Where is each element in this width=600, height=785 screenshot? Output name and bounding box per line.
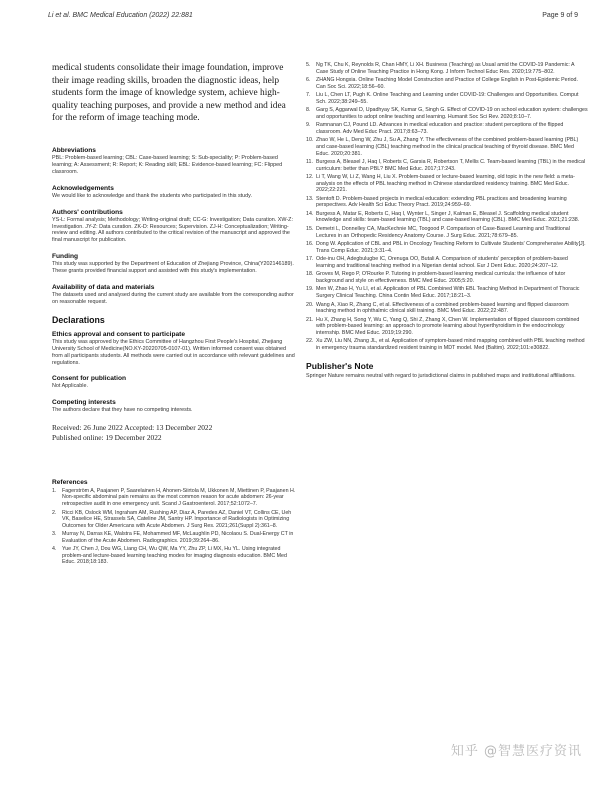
publication-dates bbox=[52, 423, 296, 443]
reference-number: 8. bbox=[306, 107, 311, 114]
reference-item bbox=[306, 271, 588, 284]
reference-text: Burgess A, Matar E, Roberts C, Haq I, Wynter L, Singer J, Kalman E, Bleasel J. Scaffolding medical student knowledge and skills: team-based learning (TBL) and case-based learning (CBL). BMC Med Educ. 2021;21:238. bbox=[316, 210, 580, 224]
reference-text: Dong W. Application of CBL and PBL in Oncology Teaching Reform to Cultivate Students' Comprehensive Ability[J]. Trans Comp Educ. 2021;3:31–4. bbox=[316, 241, 586, 254]
reference-text: Ode-inu OH, Adegbulugbe IC, Orenuga OO, Butali A. Comparison of students' perception of problem-based learning and traditional teaching method in a Nigerian dental school. Eur J Dent Educ. 2020;24:207–12. bbox=[316, 256, 568, 269]
reference-number: 5. bbox=[306, 62, 311, 68]
abbreviations-text: PBL: Problem-based learning; CBL: Case-based learning; S: Sub-speciality; P: Problem-based learning; A: Assessment; R: Report; K: Reading skill; EBL: Evidence-based learning; FC: Flipped classroom. bbox=[52, 154, 283, 175]
reference-item bbox=[52, 531, 296, 544]
consent-text: Not Applicable. bbox=[52, 383, 88, 390]
reference-number: 12. bbox=[306, 174, 314, 181]
body-paragraph: medical students consolidate their image foundation, improve their image reading skills, broaden the diagnostic ideas, help students form the image of knowledge system, achieve high-quality teaching purposes, and provide a new method and idea for the reform of image teaching mode. bbox=[52, 63, 286, 124]
published-date: Published online: 19 December 2022 bbox=[52, 433, 162, 443]
reference-item bbox=[306, 196, 588, 209]
reference-text: Zhao W, He L, Deng W, Zhu J, Su A, Zhang Y. The effectiveness of the combined problem-based learning (PBL) and case-based learning (CBL) teaching method in the clinical practical teaching of thyroid disease. BMC Med Educ. 2020;20:381. bbox=[316, 137, 579, 157]
reference-text: Groves M, Rego P, O'Rourke P. Tutoring in problem-based learning medical curricula: the influence of tutor background and style on effectiveness. BMC Med Educ. 2005;5:20. bbox=[316, 271, 566, 284]
reference-text: Liu L, Chen LT, Pugh K. Online Teaching and Learning under COVID-19: Challenges and Opportunities. Comput Sch. 2022;38:249–55. bbox=[316, 92, 579, 105]
ethics-heading: Ethics approval and consent to participate bbox=[52, 330, 186, 338]
reference-item bbox=[52, 510, 296, 530]
reference-item bbox=[306, 122, 588, 135]
reference-number: 18. bbox=[306, 271, 314, 278]
reference-number: 16. bbox=[306, 241, 314, 248]
reference-text: ZHANG Hongxia. Online Teaching Model Construction and Practice of College English in Post-Epidemic Period. Can Soc Sci. 2022;18:56–60. bbox=[316, 77, 578, 90]
reference-number: 3. bbox=[52, 531, 57, 538]
reference-text: Men W, Zhao H, Yu LI, et al. Application of PBL Combined With EBL Teaching Method in Department of Thoracic Surgery Clinical Teaching. China Contin Med Educ. 2017;18:21–3. bbox=[316, 286, 580, 299]
contributions-text: YS-L: Formal analysis; Methodology; Writing-original draft; CC-G: Investigation; Data curation. XW-Z: Investigation. JY-Z: Data curation. ZK-D: Resources; Supervision. ZJ-H: Conceptualization; Writing-review and editing. All authors contributed to the critical revision of the manuscript and approved the final manuscript for publication. bbox=[52, 216, 293, 244]
reference-item bbox=[306, 226, 588, 239]
reference-item bbox=[306, 241, 588, 254]
reference-item bbox=[306, 107, 588, 120]
acknowledgements-text: We would like to acknowledge and thank the students who participated in this study. bbox=[52, 192, 252, 199]
reference-text: Yue JY, Chen J, Dou WG, Liang CH, Wu QW, Ma YY, Zhu ZP, Li MX, Hu YL. Using integrated problem-and lecture-based learning teaching modes for imaging diagnosis education. BMC Med Educ. 2018;18:183. bbox=[62, 546, 287, 566]
reference-text: Murray N, Darras KE, Walstra FE, Mohammed MF, McLaughlin PD, Nicolaou S. Dual-Energy CT in Evaluation of the Acute Abdomen. Radiographics. 2019;39:264–86. bbox=[62, 531, 294, 544]
reference-number: 2. bbox=[52, 509, 57, 516]
references-list-left bbox=[52, 488, 296, 566]
reference-item bbox=[52, 488, 296, 508]
abbreviations-heading: Abbreviations bbox=[52, 146, 96, 154]
reference-item bbox=[306, 256, 588, 269]
consent-heading: Consent for publication bbox=[52, 375, 126, 383]
reference-number: 11. bbox=[306, 159, 313, 166]
journal-citation: Li et al. BMC Medical Education (2022) 22:881 bbox=[48, 12, 193, 19]
reference-number: 19. bbox=[306, 286, 314, 293]
reference-item bbox=[306, 62, 588, 75]
reference-text: Ramnanan CJ, Pound LD. Advances in medical education and practice: student perceptions of the flipped classroom. Adv Med Educ Pract. 2017;8:63–73. bbox=[316, 122, 564, 135]
reference-text: Hu X, Zhang H, Song Y, Wu C, Yang Q, Shi Z, Zhang X, Chen W. Implementation of flipped classroom combined with problem-based learning: an approach to promote learning about hyperthyroidism in the endocrinology internship. BMC Med Educ. 2019;19:290. bbox=[316, 316, 580, 336]
reference-item bbox=[306, 211, 588, 224]
reference-number: 13. bbox=[306, 195, 314, 202]
reference-text: Stentoft D. Problem-based projects in medical education: extending PBL practices and broadening learning perspectives. Adv Health Sci Educ Theory Pract. 2019;24:959–69. bbox=[316, 195, 567, 209]
right-column bbox=[306, 62, 588, 380]
reference-text: Xu ZW, Liu NN, Zhang JL, et al. Application of symptom-based mind mapping combined with PBL teaching method in emergency trauma standardized resident training in MDT model. Med (Baltim). 2022;101:e30822. bbox=[316, 338, 585, 351]
reference-item bbox=[306, 174, 588, 194]
reference-item bbox=[306, 77, 588, 90]
reference-number: 17. bbox=[306, 256, 314, 263]
reference-text: Garg S, Aggarwal D, Upadhyay SK, Kumar G, Singh G. Effect of COVID-19 on school education system: challenges and opportunities to adopt online teaching and learning. Humanit Soc Sci Rev. 2020;8:10–7. bbox=[316, 107, 588, 120]
reference-item bbox=[306, 302, 588, 315]
reference-item bbox=[306, 137, 588, 157]
reference-number: 9. bbox=[306, 122, 311, 129]
reference-number: 10. bbox=[306, 137, 314, 144]
reference-text: Demetri L, Donnelley CA, MacKechnie MC, Toogood P. Comparison of Case-Based Learning and Traditional Lectures in an Orthopedic Residency Anatomy Course. J Surg Educ. 2021;78:679–85. bbox=[316, 226, 570, 239]
reference-text: Wang A, Xiao R, Zhang C, et al. Effectiveness of a combined problem-based learning and flipped classroom teaching method in ophthalmic clinical skill training. BMC Med Educ. 2022;22:487. bbox=[316, 301, 569, 315]
reference-item bbox=[306, 338, 588, 351]
page-number: Page 9 of 9 bbox=[542, 12, 578, 19]
reference-number: 7. bbox=[306, 92, 311, 99]
declarations-heading: Declarations bbox=[52, 314, 105, 325]
competing-heading: Competing interests bbox=[52, 399, 116, 407]
ethics-text: This study was approved by the Ethics Committee of Hangzhou First People's Hospital, Zhejiang University School of Medicine(NO.KY-20220705-0107-01). Written informed consent was obtained from all participants students. All methods were carried out in accordance with relevant guidelines and regulations. bbox=[52, 338, 295, 366]
publishers-note-heading: Publisher's Note bbox=[306, 361, 374, 372]
acknowledgements-heading: Acknowledgements bbox=[52, 184, 114, 192]
reference-item bbox=[52, 546, 296, 566]
references-heading: References bbox=[52, 478, 88, 486]
reference-item bbox=[306, 159, 588, 172]
reference-number: 1. bbox=[52, 487, 57, 494]
availability-heading: Availability of data and materials bbox=[52, 284, 155, 292]
funding-text: This study was supported by the Department of Education of Zhejiang Province, China(Y202146189). These grants provided financial support and assisted with this study's implementation. bbox=[52, 261, 294, 275]
reference-text: Fagerström A, Paajanen P, Saarelainen H, Ahonen-Siirtola M, Ukkonen M, Miettinen P, Paajanen H. Non-specific abdominal pain remains as the most common reason for acute abdomen: 26-year retrospective audit in one emergency unit. Scand J Gastroenterol. 2017;52:1072–7. bbox=[62, 487, 296, 507]
funding-heading: Funding bbox=[52, 253, 78, 261]
reference-item bbox=[306, 317, 588, 337]
reference-number: 20. bbox=[306, 301, 314, 308]
references-list-right bbox=[306, 62, 588, 351]
reference-text: Ricci KB, Oslock WM, Ingraham AM, Rushing AP, Diaz A, Paredes AZ, Daniel VT, Collins CE, Ueh VK, Baselice HE, Strassels SA, Cateline JM, Santry HP. Importance of Radiologists in Optimizing Outcomes for Older Americans with Acute Abdomen. J Surg Res. 2021;261(Suppl 2):361–8. bbox=[62, 509, 292, 529]
reference-number: 14. bbox=[306, 210, 314, 217]
reference-number: 6. bbox=[306, 77, 311, 84]
publishers-note-text: Springer Nature remains neutral with regard to jurisdictional claims in published maps and institutional affiliations. bbox=[306, 373, 576, 380]
competing-text: The authors declare that they have no competing interests. bbox=[52, 407, 193, 414]
reference-number: 21. bbox=[306, 316, 314, 323]
reference-item bbox=[306, 92, 588, 105]
reference-number: 22. bbox=[306, 338, 314, 345]
reference-item bbox=[306, 286, 588, 299]
reference-text: Ng TK, Chu K, Reynolds R, Chan HMY, Li XH. Business (Teaching) as Usual amid the COVID-19 Pandemic: A Case Study of Online Teaching Practice in Hong Kong. J Inform Technol Educ Res. 2020;19:775–802. bbox=[316, 62, 575, 75]
reference-number: 4. bbox=[52, 546, 57, 553]
availability-text: The datasets used and analysed during the current study are available from the corresponding author on reasonable request. bbox=[52, 292, 294, 305]
contributions-heading: Authors' contributions bbox=[52, 208, 123, 216]
reference-text: Burgess A, Bleasel J, Haq I, Roberts C, Garsia R, Robertson T, Mellis C. Team-based learning (TBL) in the medical curriculum: better than PBL? BMC Med Educ. 2017;17:243. bbox=[316, 159, 586, 172]
left-column bbox=[52, 62, 296, 568]
reference-text: Li T, Wang W, Li Z, Wang H, Liu X. Problem-based or lecture-based learning, old topic in the new field: a meta-analysis on the effects of PBL teaching method in Chinese standardized residency training. BMC Med Educ. 2022;22:221. bbox=[316, 174, 575, 194]
reference-number: 15. bbox=[306, 226, 314, 233]
running-header bbox=[48, 12, 578, 24]
received-accepted-dates: Received: 26 June 2022 Accepted: 13 December 2022 bbox=[52, 423, 213, 433]
watermark: 知乎 @智慧医疗资讯 bbox=[450, 744, 582, 759]
